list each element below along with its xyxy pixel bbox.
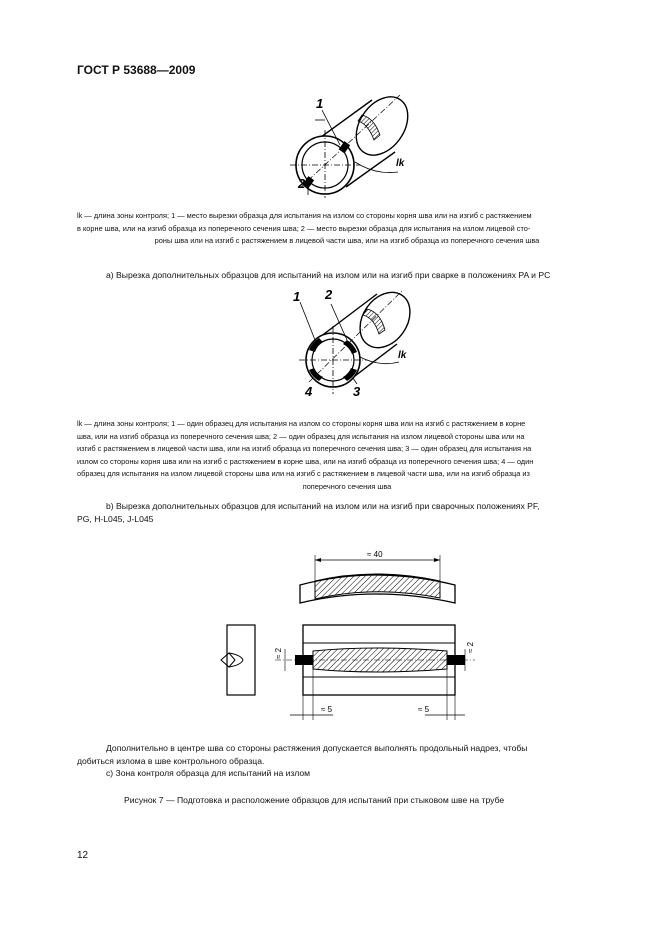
dim-right-2: ≈ 2 (466, 641, 475, 653)
figure-b-note (77, 418, 617, 493)
figure-b-note-line: шва, или на изгиб образца из поперечного сечения шва; 2 — один образец для испытания на излом лицевой стороны шва или на (77, 431, 525, 441)
figure-a-note-line: lk — длина зоны контроля; 1 — место вырезки образца для испытания на излом со стороны корня шва или на изгиб с растяжением (77, 211, 532, 220)
figure-a-label-1: 1 (316, 96, 324, 111)
figure-b-caption-line: b) Вырезка дополнительных образцов для испытаний на излом или на изгиб при сварочных положениях PF, (106, 501, 540, 511)
figure-b-caption (77, 500, 617, 526)
figure-b-label-4: 4 (305, 384, 313, 399)
figure-a-note (77, 210, 617, 248)
figure-c-paragraph (77, 742, 617, 768)
dim-left-2: ≈ 2 (274, 647, 283, 659)
document-header: ГОСТ Р 53688—2009 (77, 63, 196, 77)
figure-b-label-1: 1 (293, 289, 301, 304)
figure-b-label-2: 2 (325, 287, 333, 302)
figure-a-note-line: в корне шва, или на изгиб образца из поперечного сечения шва; 2 — место вырезки образца для испытания на излом лицевой сто- (77, 223, 531, 233)
figure-a-note-line: роны шва или на изгиб с растяжением в лицевой части шва, или на изгиб образца из поперечного сечения шва (154, 236, 540, 245)
dim-left-5: ≈ 5 (321, 705, 333, 714)
figure-c-caption: с) Зона контроля образца для испытаний на излом (106, 768, 311, 778)
figure-c-drawing (215, 545, 475, 725)
figure-a-label-2: 2 (298, 176, 306, 191)
dim-width-40: ≈ 40 (367, 550, 383, 559)
figure-b-label-3: 3 (353, 384, 361, 399)
dim-right-5: ≈ 5 (418, 705, 430, 714)
figure-a-label-lk: lk (396, 158, 405, 169)
figure-b-note-line: излом со стороны корня шва или на изгиб с растяжением в корне шва, или на изгиб образца из поперечного сечения шва; 4 — один (77, 456, 534, 466)
figure-c-paragraph-line: добиться излома в шве контрольного образца. (77, 756, 265, 766)
figure-b-note-line: поперечного сечения шва (302, 481, 392, 491)
figure-a-caption: а) Вырезка дополнительных образцов для испытаний на излом или на изгиб при сварке в положениях PA и PC (106, 270, 551, 280)
figure-title: Рисунок 7 — Подготовка и расположение образцов для испытаний при стыковом шве на трубе (124, 795, 505, 805)
page-number: 12 (77, 850, 89, 861)
figure-b-note-line: образец для испытания на излом лицевой стороны шва или на изгиб с растяжением в лицевой части шва, или на изгиб образца из (77, 469, 530, 478)
figure-b-label-lk: lk (398, 350, 407, 361)
figure-b-note-line: lk — длина зоны контроля; 1 — один образец для испытания на излом со стороны корня шва или на изгиб с растяжением в корне (77, 419, 526, 428)
figure-a-drawing (270, 90, 440, 200)
figure-b-drawing (285, 282, 435, 402)
figure-b-note-line: изгиб с растяжением в лицевой части шва, или на изгиб образца из поперечного сечения шва; 3 — один образец для испытания на (77, 444, 532, 453)
figure-b-caption-line: PG, H-L045, J-L045 (77, 514, 154, 524)
figure-c-paragraph-line: Дополнительно в центре шва со стороны растяжения допускается выполнять продольный надрез, чтобы (106, 743, 528, 753)
